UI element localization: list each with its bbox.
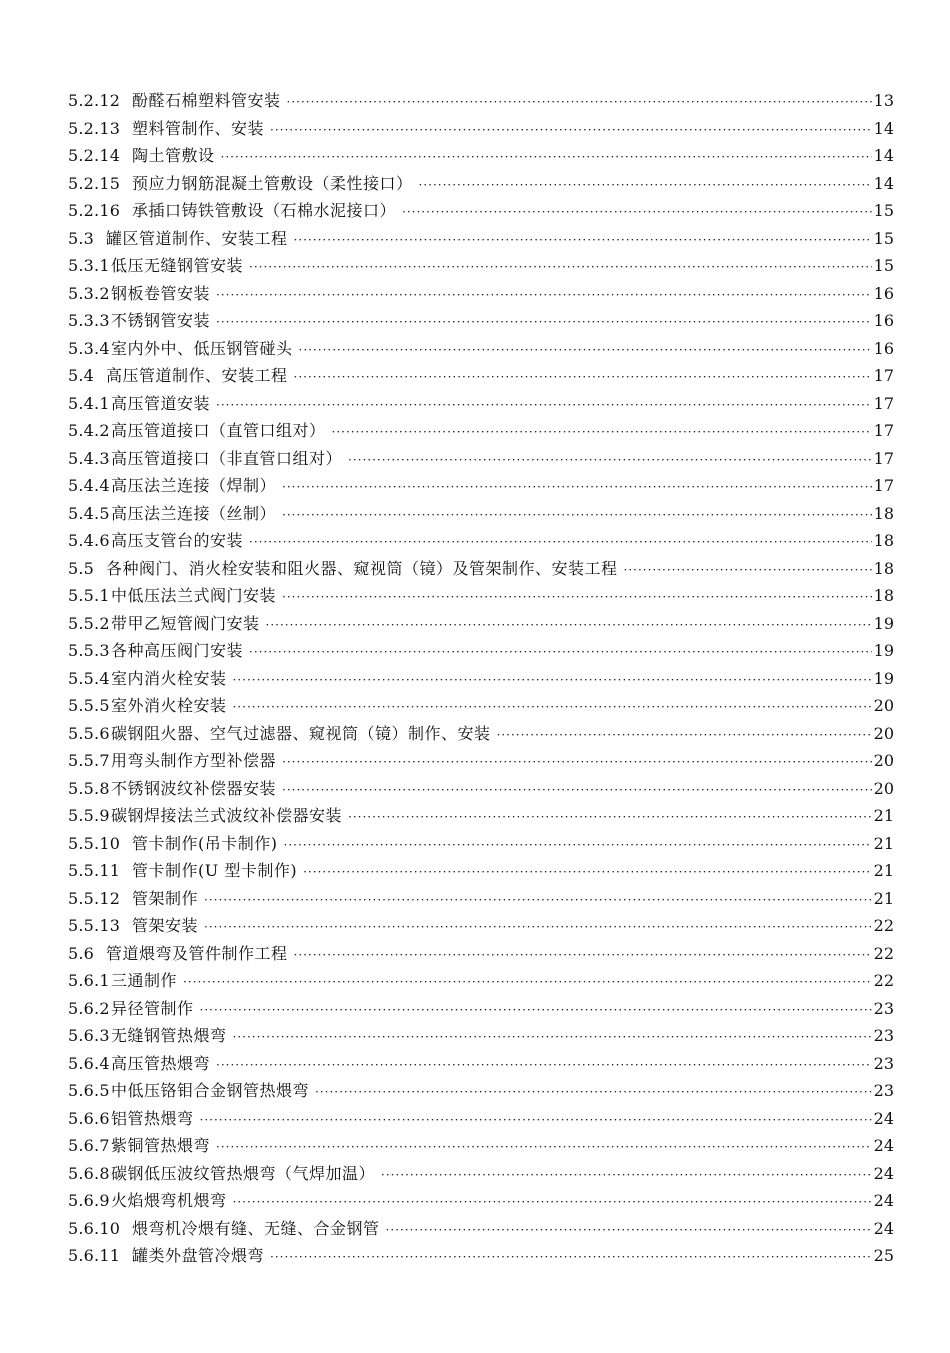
toc-entry[interactable] (68, 1132, 894, 1160)
dot-leader (216, 1052, 872, 1080)
toc-entry-page-number: 23 (873, 1026, 894, 1045)
toc-entry-title: 碳钢低压波纹管热煨弯（气焊加温） (111, 1163, 376, 1183)
toc-entry[interactable] (68, 225, 894, 253)
dot-leader (332, 419, 872, 447)
toc-entry-page-number: 20 (873, 696, 894, 715)
toc-entry-number: 5.5.13 (68, 916, 121, 935)
toc-entry-number: 5.6.2 (68, 998, 110, 1018)
toc-entry-title: 高压支管台的安装 (111, 531, 244, 550)
toc-entry[interactable] (68, 857, 894, 885)
toc-entry-page-number: 20 (873, 751, 894, 770)
toc-entry-number: 5.4.5 (68, 503, 110, 523)
toc-entry-page-number: 17 (873, 448, 894, 468)
toc-entry-number: 5.4.3 (68, 448, 110, 468)
toc-entry-number: 5.2.16 (68, 201, 121, 220)
toc-entry-number: 5.5 (68, 558, 95, 578)
toc-entry[interactable] (68, 500, 894, 528)
toc-entry-number: 5.6.11 (68, 1246, 121, 1265)
toc-entry[interactable] (68, 610, 894, 638)
dot-leader (221, 144, 872, 172)
toc-entry-page-number: 18 (873, 586, 894, 605)
toc-entry[interactable] (68, 390, 894, 418)
toc-entry-page-number: 22 (873, 916, 894, 935)
toc-entry-number: 5.4.2 (68, 421, 110, 440)
toc-entry-number: 5.5.5 (68, 696, 110, 715)
toc-entry-number: 5.2.12 (68, 91, 121, 110)
toc-entry-page-number: 22 (873, 971, 894, 990)
dot-leader (294, 227, 872, 255)
toc-entry-page-number: 23 (873, 1081, 894, 1100)
toc-entry-number: 5.3.1 (68, 256, 110, 275)
toc-entry[interactable] (68, 995, 894, 1023)
toc-entry-number: 5.2.14 (68, 146, 121, 165)
toc-entry-page-number: 21 (873, 861, 894, 880)
dot-leader (287, 89, 872, 117)
toc-entry[interactable] (68, 692, 894, 720)
dot-leader (294, 364, 872, 392)
toc-entry[interactable] (68, 115, 894, 143)
toc-entry-number: 5.6.3 (68, 1026, 110, 1045)
toc-entry-page-number: 23 (873, 1053, 894, 1073)
dot-leader (233, 694, 872, 722)
toc-entry-page-number: 17 (873, 393, 894, 413)
dot-leader (624, 557, 872, 585)
toc-entry[interactable] (68, 1160, 894, 1188)
dot-leader (249, 529, 872, 557)
toc-entry-number: 5.5.3 (68, 641, 110, 660)
toc-entry-title: 各种阀门、消火栓安装和阻火器、窥视筒（镜）及管架制作、安装工程 (106, 558, 618, 578)
toc-entry-number: 5.6.9 (68, 1191, 110, 1210)
toc-entry-number: 5.6.1 (68, 971, 110, 990)
toc-entry-page-number: 13 (873, 91, 894, 110)
toc-entry[interactable] (68, 555, 894, 583)
toc-entry-title: 高压法兰连接（丝制） (111, 503, 277, 523)
toc-entry-page-number: 14 (873, 118, 894, 138)
toc-entry-title: 中低压法兰式阀门安装 (111, 586, 277, 605)
toc-entry-page-number: 21 (873, 888, 894, 908)
toc-entry-title: 异径管制作 (111, 998, 194, 1018)
toc-entry-page-number: 25 (873, 1246, 894, 1265)
toc-entry[interactable] (68, 197, 894, 225)
toc-entry-number: 5.3.4 (68, 338, 110, 358)
toc-entry-title: 室外消火栓安装 (111, 696, 227, 715)
toc-entry[interactable] (68, 1242, 894, 1270)
toc-entry[interactable] (68, 472, 894, 500)
toc-entry-number: 5.5.6 (68, 723, 110, 743)
dot-leader (249, 254, 872, 282)
toc-entry-title: 碳钢阻火器、空气过滤器、窥视筒（镜）制作、安装 (111, 723, 491, 743)
dot-leader (200, 1107, 872, 1135)
dot-leader (282, 584, 872, 612)
toc-entry-title: 管卡制作(U 型卡制作) (132, 861, 298, 880)
toc-entry[interactable] (68, 1050, 894, 1078)
dot-leader (299, 337, 872, 365)
dot-leader (282, 749, 872, 777)
toc-entry-page-number: 15 (873, 228, 894, 248)
toc-entry-title: 预应力钢筋混凝土管敷设（柔性接口） (132, 173, 413, 193)
toc-entry-title: 酚醛石棉塑料管安装 (132, 91, 281, 110)
toc-entry-page-number: 16 (873, 338, 894, 358)
toc-entry[interactable] (68, 802, 894, 830)
dot-leader (282, 502, 872, 530)
toc-entry[interactable] (68, 775, 894, 803)
toc-entry-page-number: 19 (873, 668, 894, 688)
toc-entry-title: 高压管道接口（直管口组对） (111, 421, 326, 440)
dot-leader (216, 1134, 872, 1162)
toc-entry-title: 管架制作 (132, 888, 199, 908)
dot-leader (386, 1217, 872, 1245)
toc-entry-title: 碳钢焊接法兰式波纹补偿器安装 (111, 806, 343, 825)
toc-entry-title: 铝管热煨弯 (111, 1108, 194, 1128)
toc-entry-title: 高压管道制作、安装工程 (106, 366, 288, 385)
toc-entry[interactable] (68, 280, 894, 308)
toc-entry-number: 5.3 (68, 228, 95, 248)
toc-entry-number: 5.5.7 (68, 751, 110, 770)
toc-entry[interactable] (68, 665, 894, 693)
toc-entry-number: 5.2.15 (68, 173, 121, 193)
toc-entry[interactable] (68, 940, 894, 968)
toc-entry-title: 承插口铸铁管敷设（石棉水泥接口） (132, 201, 397, 220)
toc-entry-title: 低压无缝钢管安装 (111, 256, 244, 275)
dot-leader (204, 914, 872, 942)
toc-entry-page-number: 24 (873, 1163, 894, 1183)
toc-entry-number: 5.5.1 (68, 586, 110, 605)
toc-entry-page-number: 22 (873, 943, 894, 963)
toc-entry-number: 5.4.6 (68, 531, 110, 550)
toc-entry-page-number: 14 (873, 146, 894, 165)
toc-entry-title: 不锈钢波纹补偿器安装 (111, 778, 277, 798)
toc-entry-page-number: 18 (873, 531, 894, 550)
toc-entry-title: 高压管道接口（非直管口组对） (111, 448, 343, 468)
toc-entry-title: 带甲乙短管阀门安装 (111, 613, 260, 633)
toc-entry-page-number: 18 (873, 558, 894, 578)
toc-entry-number: 5.5.11 (68, 861, 121, 880)
table-of-contents (68, 87, 894, 1270)
toc-entry-title: 管卡制作(吊卡制作) (132, 833, 278, 853)
toc-entry-title: 火焰煨弯机煨弯 (111, 1191, 227, 1210)
toc-entry-number: 5.4 (68, 366, 95, 385)
toc-entry-title: 罐类外盘管冷煨弯 (132, 1246, 265, 1265)
dot-leader (282, 474, 872, 502)
toc-entry-page-number: 24 (873, 1108, 894, 1128)
toc-entry-page-number: 20 (873, 723, 894, 743)
dot-leader (284, 832, 873, 860)
dot-leader (233, 1189, 872, 1217)
dot-leader (233, 667, 872, 695)
toc-entry[interactable] (68, 637, 894, 665)
dot-leader (233, 1024, 872, 1052)
dot-leader (200, 997, 872, 1025)
dot-leader (303, 859, 872, 887)
toc-entry-number: 5.5.12 (68, 888, 121, 908)
toc-entry-title: 管架安装 (132, 916, 199, 935)
toc-entry-number: 5.5.2 (68, 613, 110, 633)
toc-entry-page-number: 17 (873, 421, 894, 440)
toc-entry[interactable] (68, 830, 894, 858)
toc-entry-page-number: 20 (873, 778, 894, 798)
dot-leader (282, 777, 872, 805)
toc-entry-number: 5.4.1 (68, 393, 110, 413)
dot-leader (216, 282, 872, 310)
toc-entry-title: 陶土管敷设 (132, 146, 215, 165)
toc-entry[interactable] (68, 362, 894, 390)
toc-entry[interactable] (68, 1077, 894, 1105)
toc-entry-number: 5.5.8 (68, 778, 110, 798)
toc-entry[interactable] (68, 252, 894, 280)
dot-leader (348, 447, 872, 475)
toc-entry-number: 5.6.7 (68, 1136, 110, 1155)
toc-entry[interactable] (68, 445, 894, 473)
toc-entry-page-number: 17 (873, 476, 894, 495)
toc-entry-page-number: 16 (873, 311, 894, 330)
toc-entry-number: 5.6.4 (68, 1053, 110, 1073)
dot-leader (348, 804, 872, 832)
dot-leader (381, 1162, 872, 1190)
toc-entry-title: 用弯头制作方型补偿器 (111, 751, 277, 770)
toc-entry[interactable] (68, 1105, 894, 1133)
toc-entry-number: 5.2.13 (68, 118, 121, 138)
toc-entry-number: 5.6.8 (68, 1163, 110, 1183)
toc-entry-title: 各种高压阀门安装 (111, 641, 244, 660)
toc-entry-number: 5.5.9 (68, 806, 110, 825)
toc-entry[interactable] (68, 170, 894, 198)
toc-entry-number: 5.3.3 (68, 311, 110, 330)
toc-entry-title: 高压管热煨弯 (111, 1053, 211, 1073)
toc-entry[interactable] (68, 582, 894, 610)
toc-entry-page-number: 15 (873, 201, 894, 220)
toc-entry-title: 室内消火栓安装 (111, 668, 227, 688)
toc-entry[interactable] (68, 335, 894, 363)
toc-entry-page-number: 24 (873, 1218, 894, 1238)
toc-entry-number: 5.3.2 (68, 283, 110, 303)
toc-entry-title: 紫铜管热煨弯 (111, 1136, 211, 1155)
toc-entry-page-number: 24 (873, 1136, 894, 1155)
dot-leader (315, 1079, 872, 1107)
dot-leader (270, 1244, 872, 1272)
toc-entry-page-number: 19 (873, 613, 894, 633)
toc-entry[interactable] (68, 307, 894, 335)
toc-entry-page-number: 19 (873, 641, 894, 660)
toc-entry-number: 5.6.10 (68, 1218, 121, 1238)
toc-entry-page-number: 21 (873, 833, 894, 853)
toc-entry-number: 5.6 (68, 943, 95, 963)
toc-entry-title: 罐区管道制作、安装工程 (106, 228, 288, 248)
toc-entry-page-number: 21 (873, 806, 894, 825)
toc-entry[interactable] (68, 747, 894, 775)
toc-entry-title: 高压管道安装 (111, 393, 211, 413)
toc-entry-number: 5.6.6 (68, 1108, 110, 1128)
toc-entry-title: 高压法兰连接（焊制） (111, 476, 277, 495)
toc-entry[interactable] (68, 885, 894, 913)
dot-leader (249, 639, 872, 667)
toc-entry-page-number: 17 (873, 366, 894, 385)
dot-leader (497, 722, 872, 750)
toc-entry-title: 无缝钢管热煨弯 (111, 1026, 227, 1045)
dot-leader (270, 117, 872, 145)
toc-entry-title: 煨弯机冷煨有缝、无缝、合金钢管 (132, 1218, 380, 1238)
toc-entry-page-number: 15 (873, 256, 894, 275)
toc-entry-title: 室内外中、低压钢管碰头 (111, 338, 293, 358)
toc-entry-page-number: 18 (873, 503, 894, 523)
toc-entry[interactable] (68, 912, 894, 940)
toc-entry[interactable] (68, 87, 894, 115)
toc-entry[interactable] (68, 967, 894, 995)
dot-leader (419, 172, 872, 200)
toc-entry-title: 钢板卷管安装 (111, 283, 211, 303)
toc-entry[interactable] (68, 1022, 894, 1050)
toc-entry-number: 5.4.4 (68, 476, 110, 495)
toc-entry-title: 塑料管制作、安装 (132, 118, 265, 138)
toc-entry-number: 5.5.10 (68, 833, 121, 853)
toc-entry[interactable] (68, 1187, 894, 1215)
toc-entry-number: 5.5.4 (68, 668, 110, 688)
toc-entry-title: 管道煨弯及管件制作工程 (106, 943, 288, 963)
toc-entry-number: 5.6.5 (68, 1081, 110, 1100)
toc-entry-page-number: 24 (873, 1191, 894, 1210)
toc-entry-title: 不锈钢管安装 (111, 311, 211, 330)
dot-leader (216, 309, 872, 337)
dot-leader (294, 942, 872, 970)
dot-leader (204, 887, 872, 915)
toc-entry[interactable] (68, 417, 894, 445)
dot-leader (266, 612, 872, 640)
toc-entry-page-number: 16 (873, 283, 894, 303)
toc-entry[interactable] (68, 142, 894, 170)
toc-entry[interactable] (68, 527, 894, 555)
toc-entry-page-number: 14 (873, 173, 894, 193)
dot-leader (402, 199, 872, 227)
toc-entry-title: 三通制作 (111, 971, 178, 990)
toc-entry-title: 中低压铬钼合金钢管热煨弯 (111, 1081, 310, 1100)
dot-leader (216, 392, 872, 420)
dot-leader (183, 969, 872, 997)
toc-entry-page-number: 23 (873, 998, 894, 1018)
toc-entry[interactable] (68, 720, 894, 748)
toc-entry[interactable] (68, 1215, 894, 1243)
